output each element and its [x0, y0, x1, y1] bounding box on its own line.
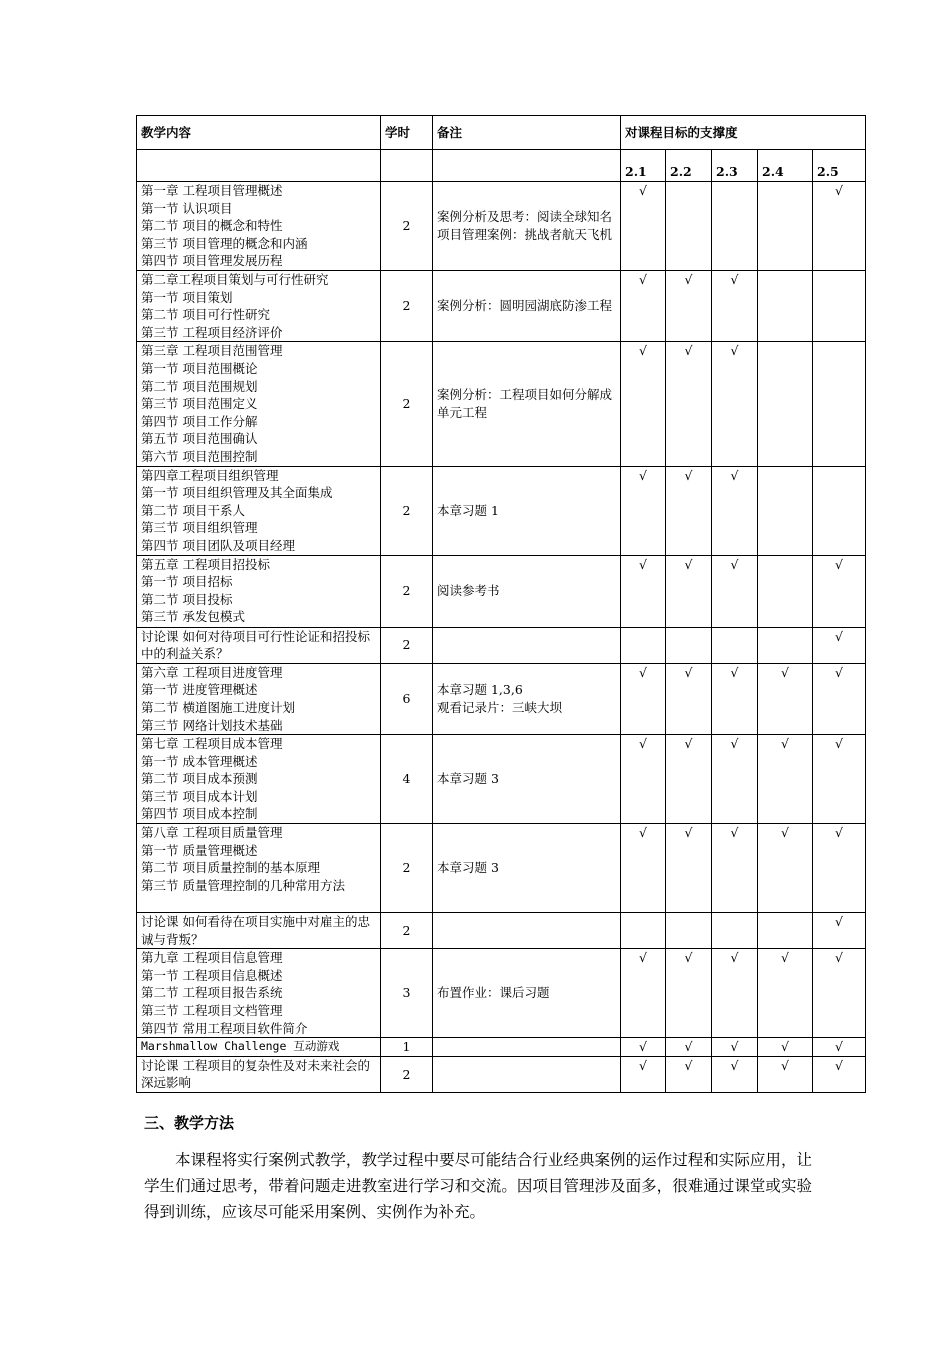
support-cell-2-3 — [712, 663, 758, 734]
check-mark-icon: √ — [639, 467, 647, 483]
table-row — [137, 824, 866, 913]
content-line: 第三节 项目组织管理 — [141, 520, 258, 536]
support-cell-2-3 — [712, 913, 758, 949]
content-line: 第三节 网络计划技术基础 — [141, 717, 283, 733]
subheader-empty-content — [137, 150, 381, 182]
support-cell-2-2 — [666, 949, 712, 1038]
cell-hours: 2 — [381, 182, 433, 271]
support-cell-2-1 — [621, 735, 666, 824]
support-cell-2-4 — [758, 824, 813, 913]
cell-hours: 2 — [381, 1056, 433, 1092]
check-mark-icon: √ — [781, 825, 789, 841]
cell-hours: 6 — [381, 663, 433, 734]
support-cell-2-2 — [666, 824, 712, 913]
content-line: 第八章 工程项目质量管理 — [141, 825, 283, 841]
check-mark-icon: √ — [639, 556, 647, 572]
cell-hours: 2 — [381, 466, 433, 555]
cell-content — [137, 949, 381, 1038]
table-row — [137, 182, 866, 271]
check-mark-icon: √ — [730, 664, 739, 680]
content-line: 第三节 工程项目经济评价 — [141, 324, 283, 340]
content-line: 第二章工程项目策划与可行性研究 — [141, 272, 329, 287]
content-line: 第二节 项目范围规划 — [141, 378, 258, 394]
support-cell-2-4 — [758, 466, 813, 555]
support-cell-2-4 — [758, 735, 813, 824]
cell-hours: 2 — [381, 824, 433, 913]
support-cell-2-1 — [621, 949, 666, 1038]
goal-header: 2.4 — [758, 150, 813, 182]
check-mark-icon: √ — [781, 736, 789, 752]
check-mark-icon: √ — [684, 950, 693, 966]
content-line: 第三节 项目范围定义 — [141, 396, 258, 412]
content-line: 第三章 工程项目范围管理 — [141, 343, 283, 359]
support-cell-2-5 — [813, 627, 866, 663]
content-line: 第四节 项目管理发展历程 — [141, 253, 283, 269]
check-mark-icon: √ — [684, 556, 693, 572]
table-row — [137, 342, 866, 466]
table-row — [137, 555, 866, 627]
support-cell-2-4 — [758, 342, 813, 466]
cell-hours: 2 — [381, 913, 433, 949]
cell-note: 案例分析及思考：阅读全球知名项目管理案例：挑战者航天飞机 — [433, 182, 621, 271]
cell-content — [137, 555, 381, 627]
cell-content — [137, 342, 381, 466]
support-cell-2-2 — [666, 466, 712, 555]
check-mark-icon: √ — [639, 183, 647, 198]
support-cell-2-3 — [712, 1056, 758, 1092]
support-cell-2-4 — [758, 663, 813, 734]
check-mark-icon: √ — [835, 628, 843, 644]
support-cell-2-4 — [758, 913, 813, 949]
content-line: 第一节 项目策划 — [141, 289, 233, 305]
support-cell-2-3 — [712, 182, 758, 271]
table-row — [137, 913, 866, 949]
check-mark-icon: √ — [684, 1057, 693, 1073]
goal-header: 2.5 — [813, 150, 866, 182]
check-mark-icon: √ — [835, 1039, 843, 1055]
table-row — [137, 466, 866, 555]
subheader-empty-notes — [433, 150, 621, 182]
table-row — [137, 663, 866, 734]
content-line: 第五节 项目范围确认 — [141, 431, 258, 447]
check-mark-icon: √ — [730, 950, 739, 966]
section-title: 三、教学方法 — [144, 1114, 235, 1132]
support-cell-2-2 — [666, 271, 712, 342]
support-cell-2-3 — [712, 949, 758, 1038]
goal-header: 2.3 — [712, 150, 758, 182]
support-cell-2-3 — [712, 342, 758, 466]
note-line: 观看记录片：三峡大坝 — [437, 699, 563, 715]
note-line: 本章习题 1,3,6 — [437, 682, 523, 698]
subheader-empty-hours — [381, 150, 433, 182]
support-cell-2-5 — [813, 1038, 866, 1057]
cell-content — [137, 627, 381, 663]
cell-hours: 2 — [381, 555, 433, 627]
content-line: 第三节 项目成本计划 — [141, 788, 258, 804]
check-mark-icon: √ — [730, 272, 739, 287]
support-cell-2-5 — [813, 663, 866, 734]
support-cell-2-1 — [621, 913, 666, 949]
support-cell-2-2 — [666, 342, 712, 466]
content-line: 第一节 质量管理概述 — [141, 842, 258, 858]
table-body — [137, 182, 866, 1093]
content-line: 第四节 项目成本控制 — [141, 806, 258, 822]
support-cell-2-5 — [813, 466, 866, 555]
support-cell-2-5 — [813, 271, 866, 342]
cell-content — [137, 1038, 381, 1057]
support-cell-2-3 — [712, 735, 758, 824]
cell-hours: 2 — [381, 342, 433, 466]
section-paragraph: 本课程将实行案例式教学，教学过程中要尽可能结合行业经典案例的运作过程和实际应用，让学生们通过思考，带着问题走进教室进行学习和交流。因项目管理涉及面多，很难通过课堂或实验得到训练，应该尽可能采用案例、实例作为补充。 — [144, 1151, 812, 1221]
check-mark-icon: √ — [684, 272, 693, 287]
support-cell-2-3 — [712, 627, 758, 663]
content-line: 第三节 承发包模式 — [141, 609, 245, 625]
support-cell-2-3 — [712, 1038, 758, 1057]
support-cell-2-1 — [621, 824, 666, 913]
content-line: 讨论课 如何看待在项目实施中对雇主的忠诚与背叛？ — [141, 914, 370, 947]
cell-note: 阅读参考书 — [433, 555, 621, 627]
content-line: 第七章 工程项目成本管理 — [141, 736, 283, 752]
support-cell-2-2 — [666, 663, 712, 734]
header-hours: 学时 — [381, 116, 433, 150]
check-mark-icon: √ — [730, 825, 739, 841]
content-line: 第一节 项目组织管理及其全面集成 — [141, 485, 333, 501]
check-mark-icon: √ — [639, 1039, 647, 1055]
content-line: 第二节 项目的概念和特性 — [141, 218, 283, 234]
cell-content — [137, 913, 381, 949]
support-cell-2-1 — [621, 342, 666, 466]
goal-header: 2.2 — [666, 150, 712, 182]
support-cell-2-4 — [758, 1038, 813, 1057]
support-cell-2-3 — [712, 271, 758, 342]
cell-hours: 2 — [381, 271, 433, 342]
content-line: 第四章工程项目组织管理 — [141, 467, 279, 483]
content-line: 第一节 进度管理概述 — [141, 682, 258, 698]
support-cell-2-4 — [758, 949, 813, 1038]
table-row — [137, 627, 866, 663]
content-line: 第二节 项目质量控制的基本原理 — [141, 860, 320, 876]
check-mark-icon: √ — [835, 1057, 843, 1073]
check-mark-icon: √ — [781, 1039, 789, 1055]
cell-content — [137, 466, 381, 555]
content-line: 第九章 工程项目信息管理 — [141, 950, 283, 966]
support-cell-2-5 — [813, 913, 866, 949]
cell-hours: 3 — [381, 949, 433, 1038]
cell-hours: 2 — [381, 627, 433, 663]
cell-note: 本章习题 3 — [433, 735, 621, 824]
content-line: 第三节 工程项目文档管理 — [141, 1003, 283, 1019]
table-subheader-row — [137, 150, 866, 182]
support-cell-2-4 — [758, 555, 813, 627]
content-line: 第四节 常用工程项目软件简介 — [141, 1020, 308, 1036]
cell-content — [137, 182, 381, 271]
check-mark-icon: √ — [835, 950, 843, 966]
support-cell-2-1 — [621, 466, 666, 555]
content-line: 第二节 项目成本预测 — [141, 771, 258, 787]
check-mark-icon: √ — [639, 1057, 647, 1073]
check-mark-icon: √ — [730, 343, 739, 359]
check-mark-icon: √ — [639, 950, 647, 966]
cell-content — [137, 824, 381, 913]
content-line: 第六章 工程项目进度管理 — [141, 664, 283, 680]
content-line: 第四节 项目团队及项目经理 — [141, 537, 295, 553]
content-line: 第一节 成本管理概述 — [141, 753, 258, 769]
content-line: 第二节 项目投标 — [141, 591, 233, 607]
cell-note: 布置作业：课后习题 — [433, 949, 621, 1038]
goal-header: 2.1 — [621, 150, 666, 182]
support-cell-2-4 — [758, 627, 813, 663]
support-cell-2-2 — [666, 1038, 712, 1057]
content-line: 第一节 认识项目 — [141, 200, 233, 216]
content-line: 第一节 项目招标 — [141, 574, 233, 590]
table-row — [137, 1038, 866, 1057]
content-line: 第一节 项目范围概论 — [141, 360, 258, 376]
content-line: 第二节 横道图施工进度计划 — [141, 699, 295, 715]
support-cell-2-5 — [813, 555, 866, 627]
check-mark-icon: √ — [835, 914, 843, 930]
support-cell-2-5 — [813, 949, 866, 1038]
check-mark-icon: √ — [835, 664, 843, 680]
check-mark-icon: √ — [730, 556, 739, 572]
content-line: Marshmallow Challenge 互动游戏 — [141, 1039, 340, 1054]
support-cell-2-3 — [712, 466, 758, 555]
check-mark-icon: √ — [639, 664, 647, 680]
cell-note — [433, 663, 621, 734]
content-line: 第五章 工程项目招投标 — [141, 556, 270, 572]
support-cell-2-2 — [666, 913, 712, 949]
check-mark-icon: √ — [730, 736, 739, 752]
check-mark-icon: √ — [835, 183, 843, 198]
support-cell-2-2 — [666, 735, 712, 824]
content-line: 讨论课 工程项目的复杂性及对未来社会的深远影响 — [141, 1057, 370, 1091]
support-cell-2-3 — [712, 824, 758, 913]
check-mark-icon: √ — [835, 825, 843, 841]
check-mark-icon: √ — [730, 1057, 739, 1073]
content-line: 第一节 工程项目信息概述 — [141, 967, 283, 983]
content-line: 第二节 工程项目报告系统 — [141, 985, 283, 1001]
support-cell-2-2 — [666, 1056, 712, 1092]
check-mark-icon: √ — [639, 272, 647, 287]
cell-note — [433, 913, 621, 949]
content-line: 第六节 项目范围控制 — [141, 448, 258, 464]
cell-note: 本章习题 3 — [433, 824, 621, 913]
check-mark-icon: √ — [835, 556, 843, 572]
table-row — [137, 271, 866, 342]
support-cell-2-5 — [813, 824, 866, 913]
support-cell-2-4 — [758, 182, 813, 271]
table-row — [137, 949, 866, 1038]
content-line: 第一章 工程项目管理概述 — [141, 183, 283, 198]
support-cell-2-4 — [758, 1056, 813, 1092]
check-mark-icon: √ — [730, 1039, 739, 1055]
check-mark-icon: √ — [730, 467, 739, 483]
check-mark-icon: √ — [639, 736, 647, 752]
cell-note: 本章习题 1 — [433, 466, 621, 555]
content-line: 第二节 项目干系人 — [141, 502, 245, 518]
support-cell-2-4 — [758, 271, 813, 342]
check-mark-icon: √ — [639, 343, 647, 359]
check-mark-icon: √ — [639, 825, 647, 841]
support-cell-2-5 — [813, 342, 866, 466]
check-mark-icon: √ — [781, 664, 789, 680]
cell-note — [433, 627, 621, 663]
header-support: 对课程目标的支撑度 — [621, 116, 866, 150]
support-cell-2-2 — [666, 182, 712, 271]
check-mark-icon: √ — [684, 343, 693, 359]
check-mark-icon: √ — [684, 1039, 693, 1055]
support-cell-2-1 — [621, 663, 666, 734]
support-cell-2-1 — [621, 1056, 666, 1092]
content-line: 第三节 质量管理控制的几种常用方法 — [141, 877, 345, 893]
content-line: 第三节 项目管理的概念和内涵 — [141, 235, 308, 251]
support-cell-2-1 — [621, 271, 666, 342]
content-line: 第四节 项目工作分解 — [141, 413, 258, 429]
check-mark-icon: √ — [684, 467, 693, 483]
check-mark-icon: √ — [684, 736, 693, 752]
cell-content — [137, 663, 381, 734]
table-header-row — [137, 116, 866, 150]
cell-note: 案例分析：工程项目如何分解成单元工程 — [433, 342, 621, 466]
header-content: 教学内容 — [137, 116, 381, 150]
support-cell-2-5 — [813, 182, 866, 271]
content-line: 第二节 项目可行性研究 — [141, 307, 270, 323]
support-cell-2-5 — [813, 1056, 866, 1092]
table-row — [137, 1056, 866, 1092]
cell-note: 案例分析：圆明园湖底防渗工程 — [433, 271, 621, 342]
support-cell-2-1 — [621, 182, 666, 271]
table-row — [137, 735, 866, 824]
support-cell-2-1 — [621, 627, 666, 663]
course-content-table — [136, 115, 866, 1093]
cell-note — [433, 1038, 621, 1057]
check-mark-icon: √ — [835, 736, 843, 752]
cell-hours: 4 — [381, 735, 433, 824]
check-mark-icon: √ — [684, 825, 693, 841]
cell-hours: 1 — [381, 1038, 433, 1057]
support-cell-2-3 — [712, 555, 758, 627]
check-mark-icon: √ — [684, 664, 693, 680]
support-cell-2-2 — [666, 555, 712, 627]
content-line: 讨论课 如何对待项目可行性论证和招投标中的利益关系？ — [141, 628, 370, 662]
cell-content — [137, 271, 381, 342]
support-cell-2-5 — [813, 735, 866, 824]
support-cell-2-1 — [621, 1038, 666, 1057]
header-notes: 备注 — [433, 116, 621, 150]
cell-note — [433, 1056, 621, 1092]
check-mark-icon: √ — [781, 1057, 789, 1073]
support-cell-2-1 — [621, 555, 666, 627]
support-cell-2-2 — [666, 627, 712, 663]
check-mark-icon: √ — [781, 950, 789, 966]
cell-content — [137, 1056, 381, 1092]
cell-content — [137, 735, 381, 824]
